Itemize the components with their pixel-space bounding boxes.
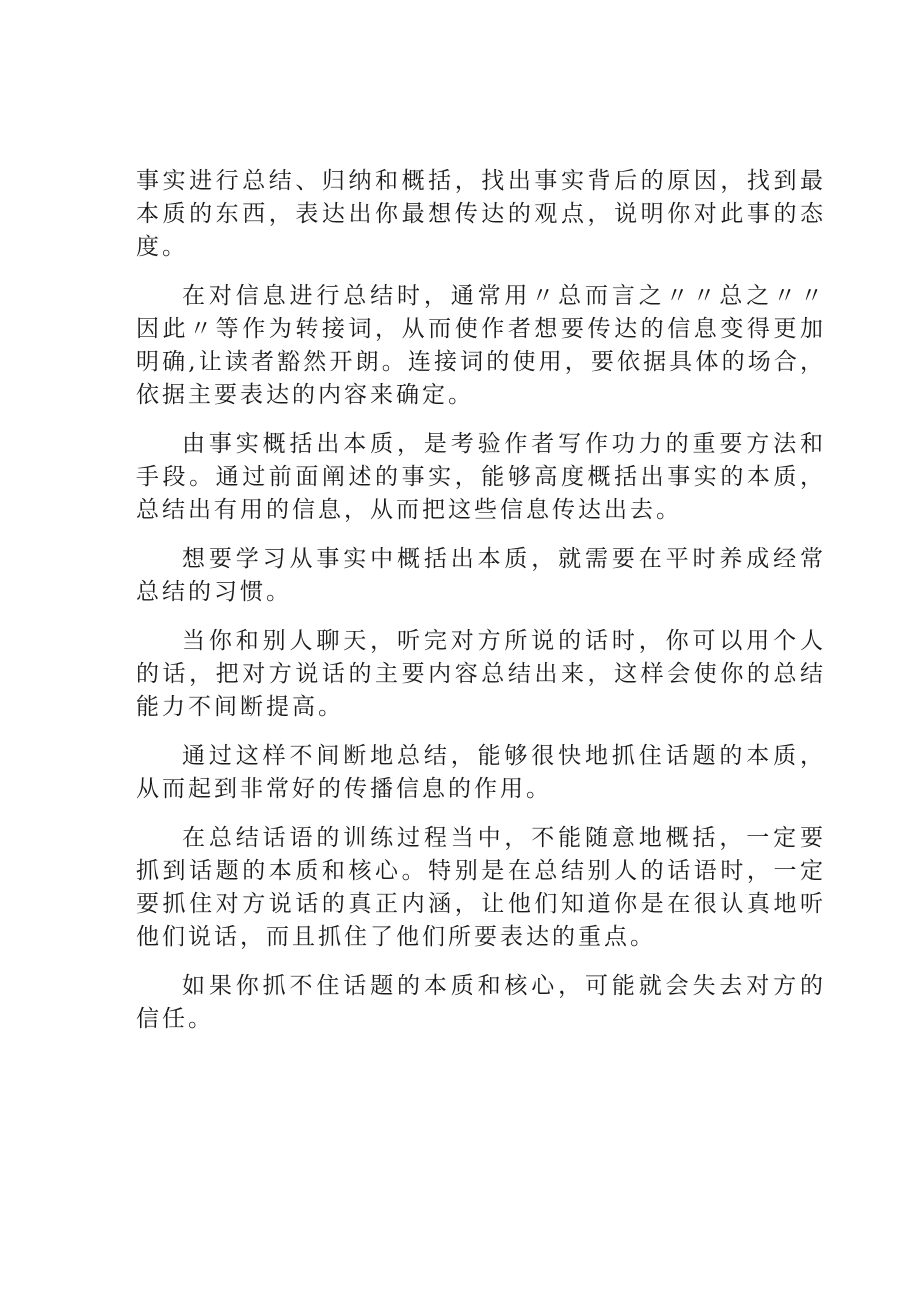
paragraph-6: 通过这样不间断地总结，能够很快地抓住话题的本质，从而起到非常好的传播信息的作用。	[136, 743, 826, 802]
paragraph-2: 在对信息进行总结时，通常用〃总而言之〃〃总之〃〃因此〃等作为转接词，从而使作者想要传达的信息变得更加明确,让读者豁然开朗。连接词的使用，要依据具体的场合，依据主要表达的内容来确定。	[136, 283, 826, 408]
document-body	[136, 165, 826, 1052]
paragraph-4: 想要学习从事实中概括出本质，就需要在平时养成经常总结的习惯。	[136, 546, 826, 605]
paragraph-5: 当你和别人聊天，听完对方所说的话时，你可以用个人的话，把对方说话的主要内容总结出来，这样会使你的总结能力不间断提高。	[136, 628, 826, 720]
paragraph-1: 事实进行总结、归纳和概括，找出事实背后的原因，找到最本质的东西，表达出你最想传达的观点，说明你对此事的态度。	[136, 168, 826, 260]
paragraph-7: 在总结话语的训练过程当中，不能随意地概括，一定要抓到话题的本质和核心。特别是在总结别人的话语时，一定要抓住对方说话的真正内涵，让他们知道你是在很认真地听他们说话，而且抓住了他们所要表达的重点。	[136, 825, 826, 950]
paragraph-3: 由事实概括出本质，是考验作者写作功力的重要方法和手段。通过前面阐述的事实，能够高度概括出事实的本质，总结出有用的信息，从而把这些信息传达出去。	[136, 431, 826, 523]
paragraph-8: 如果你抓不住话题的本质和核心，可能就会失去对方的信任。	[136, 973, 826, 1032]
